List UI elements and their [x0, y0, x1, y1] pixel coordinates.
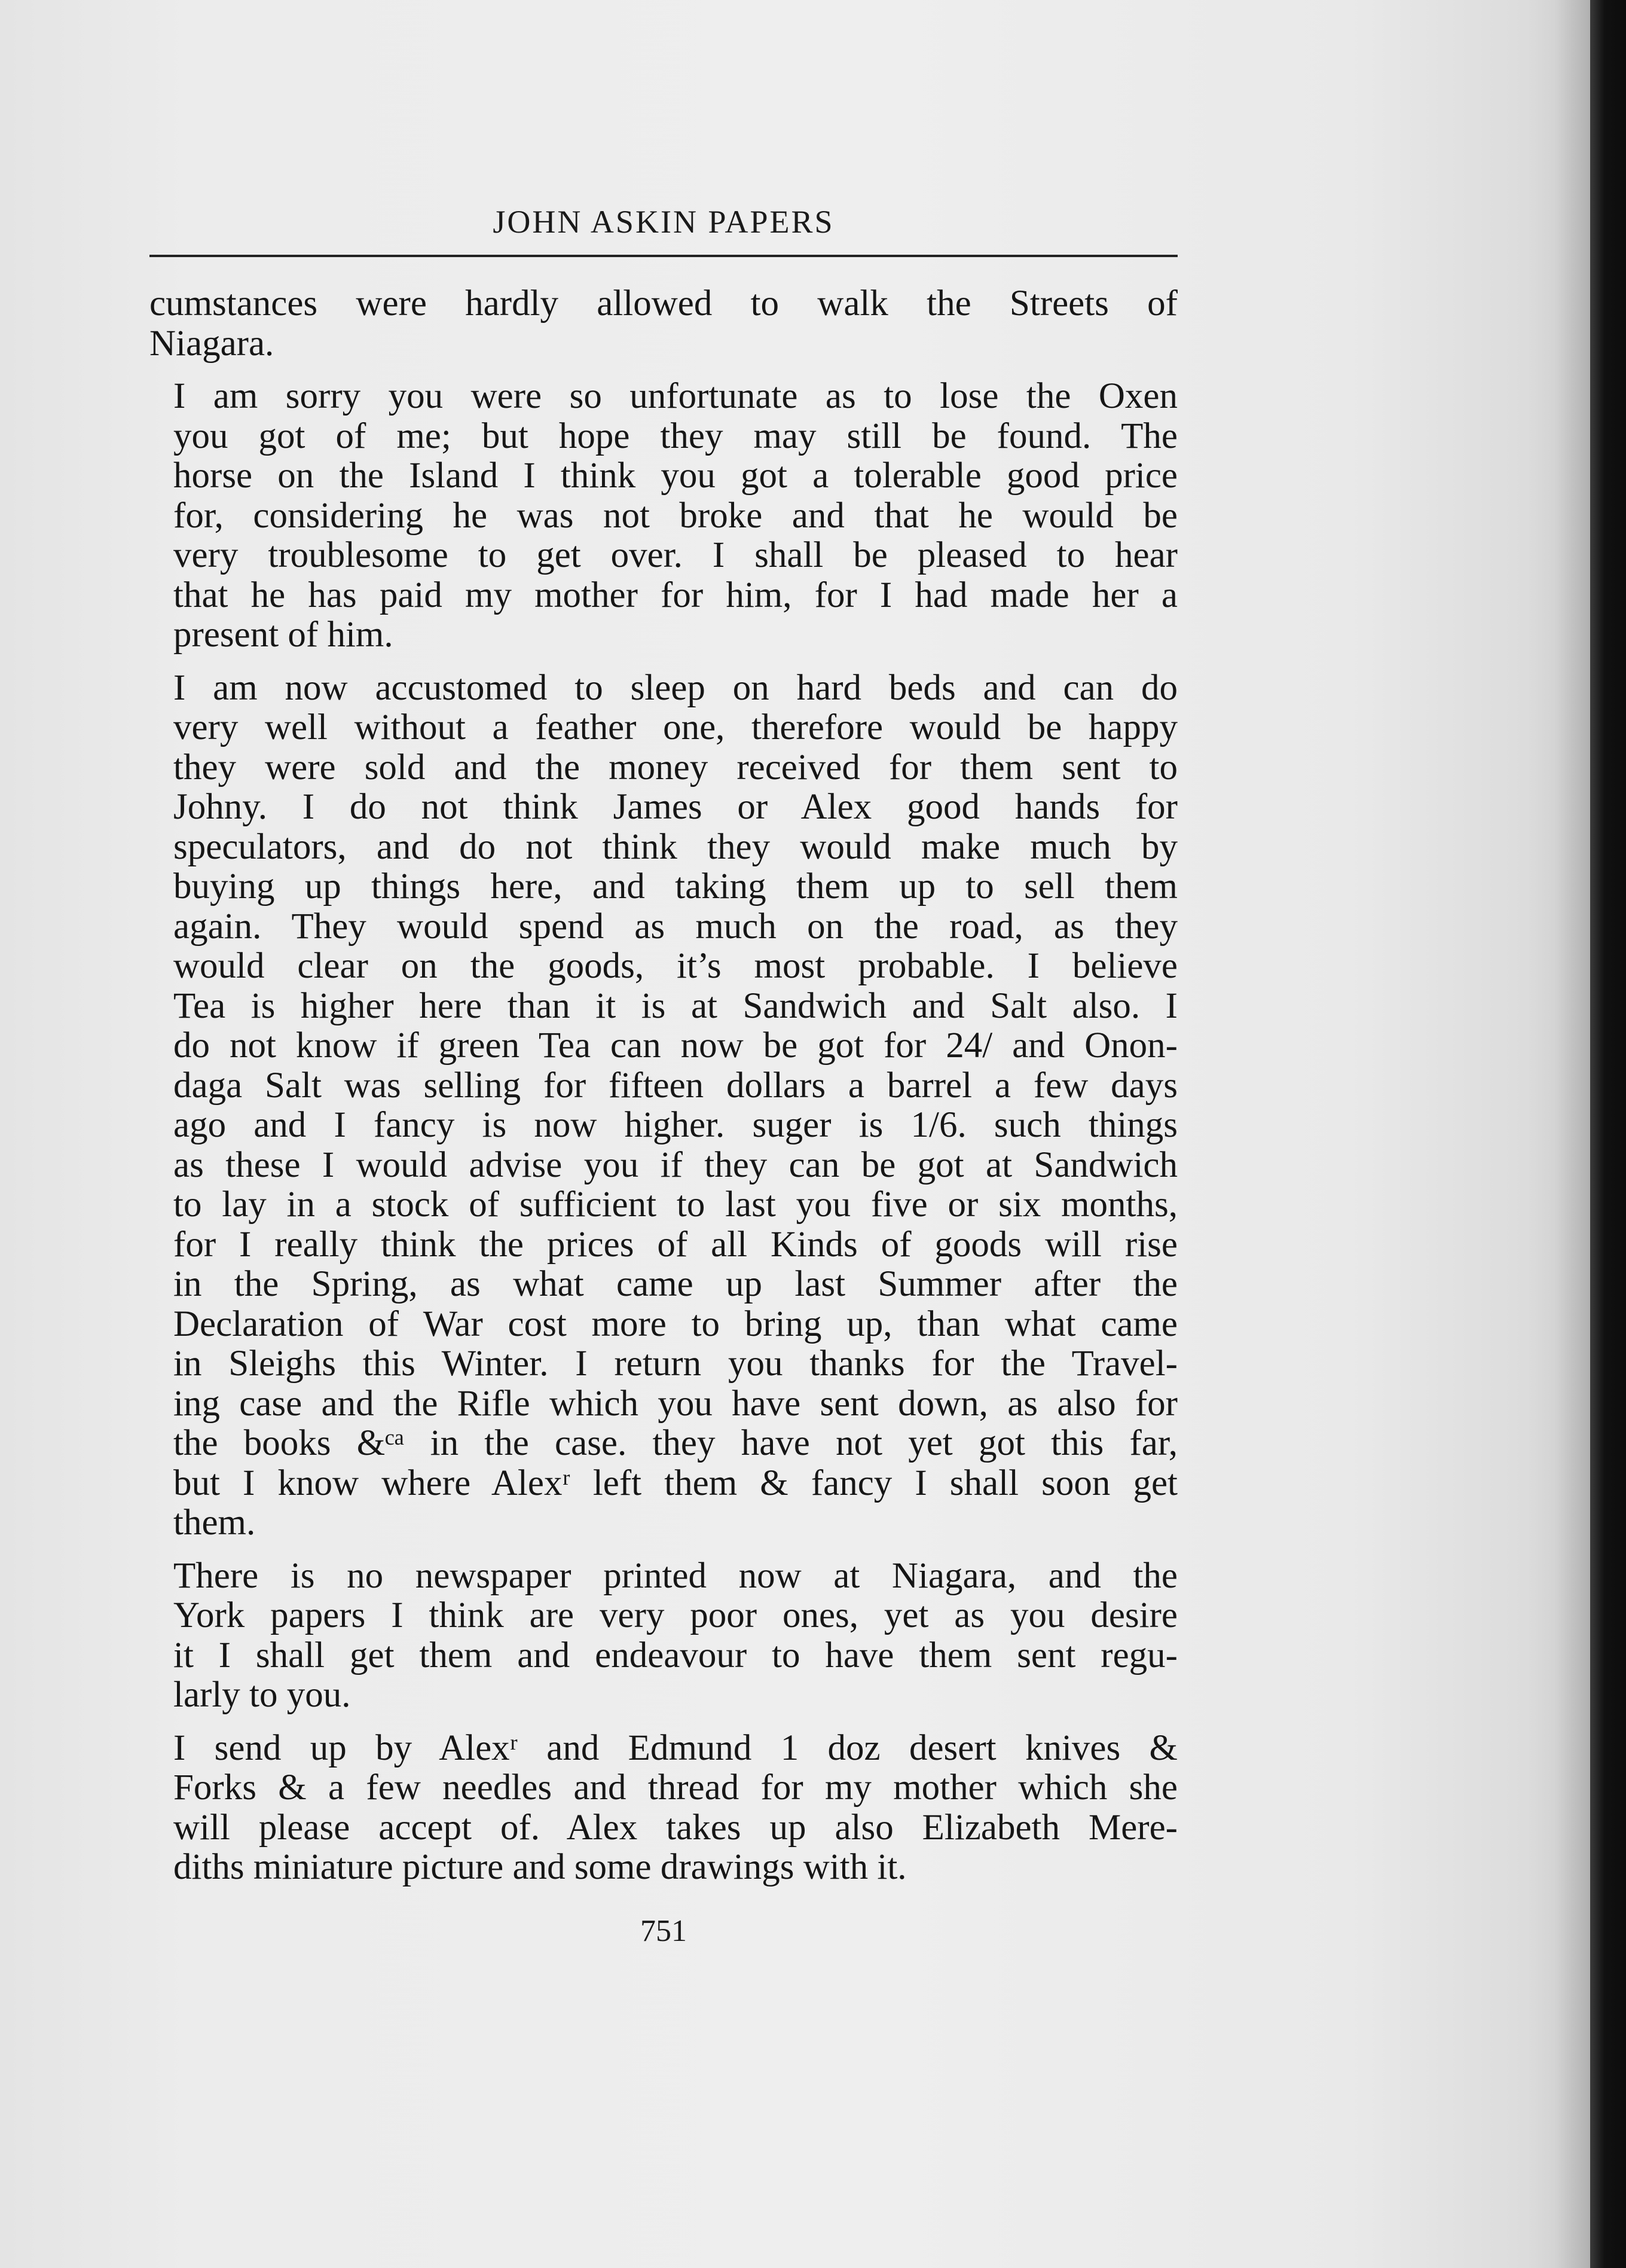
- text-line: Declaration of War cost more to bring up, than what came: [173, 1304, 1178, 1344]
- text-line: I am sorry you were so unfortunate as to lose the Oxen: [173, 376, 1178, 416]
- text-line: Tea is higher here than it is at Sandwich and Salt also. I: [173, 985, 1178, 1026]
- text-line: Johny. I do not think James or Alex good hands for: [173, 787, 1178, 827]
- body-text: [149, 284, 1178, 1901]
- running-head: JOHN ASKIN PAPERS: [493, 204, 835, 240]
- text-line: Niagara.: [149, 323, 274, 364]
- paragraph-4: [149, 1556, 1178, 1716]
- text-line: as these I would advise you if they can be got at Sandwich: [173, 1144, 1178, 1185]
- page-number: 751: [640, 1914, 687, 1948]
- text-line: the books &ᶜᵃ in the case. they have not yet got this far,: [173, 1423, 1178, 1463]
- text-line: larly to you.: [173, 1675, 351, 1715]
- header-rule: [149, 255, 1178, 257]
- text-line: again. They would spend as much on the road, as they: [173, 906, 1178, 947]
- text-line: I send up by Alexʳ and Edmund 1 doz desert knives &: [173, 1727, 1178, 1768]
- text-line: would clear on the goods, it’s most probable. I believe: [173, 946, 1178, 986]
- text-line: for, considering he was not broke and that he would be: [173, 495, 1178, 536]
- text-line: diths miniature picture and some drawings with it.: [173, 1847, 907, 1887]
- text-line: but I know where Alexʳ left them & fancy I shall soon get: [173, 1463, 1178, 1503]
- text-line: horse on the Island I think you got a tolerable good price: [173, 456, 1178, 496]
- text-line: York papers I think are very poor ones, yet as you desire: [173, 1595, 1178, 1635]
- text-line: ing case and the Rifle which you have sent down, as also for: [173, 1383, 1178, 1424]
- text-line: will please accept of. Alex takes up also Elizabeth Mere-: [173, 1807, 1178, 1848]
- text-line: Forks & a few needles and thread for my mother which she: [173, 1768, 1178, 1808]
- text-line: do not know if green Tea can now be got for 24/ and Onon-: [173, 1025, 1178, 1066]
- text-line: I am now accustomed to sleep on hard beds and can do: [173, 667, 1178, 708]
- paragraph-1: [149, 284, 1178, 364]
- text-line: speculators, and do not think they would make much by: [173, 826, 1178, 867]
- text-line: cumstances were hardly allowed to walk the Streets of: [149, 283, 1178, 323]
- text-line: very well without a feather one, therefore would be happy: [173, 707, 1178, 747]
- text-line: that he has paid my mother for him, for I had made her a: [173, 575, 1178, 615]
- text-line: There is no newspaper printed now at Niagara, and the: [173, 1555, 1178, 1596]
- text-line: in Sleighs this Winter. I return you thanks for the Travel-: [173, 1344, 1178, 1384]
- text-line: to lay in a stock of sufficient to last you five or six months,: [173, 1185, 1178, 1225]
- paragraph-2: [149, 377, 1178, 655]
- text-line: daga Salt was selling for fifteen dollars a barrel a few days: [173, 1065, 1178, 1106]
- text-line: they were sold and the money received for them sent to: [173, 747, 1178, 787]
- paragraph-3: [149, 669, 1178, 1543]
- text-line: ago and I fancy is now higher. suger is 1/6. such things: [173, 1105, 1178, 1145]
- text-line: present of him.: [173, 615, 393, 655]
- text-line: for I really think the prices of all Kinds of goods will rise: [173, 1224, 1178, 1265]
- text-line: buying up things here, and taking them up to sell them: [173, 866, 1178, 906]
- text-line: it I shall get them and endeavour to have them sent regu-: [173, 1635, 1178, 1675]
- text-line: in the Spring, as what came up last Summer after the: [173, 1264, 1178, 1304]
- binding-shadow: [1590, 0, 1626, 2268]
- text-line: very troublesome to get over. I shall be pleased to hear: [173, 535, 1178, 575]
- text-line: them.: [173, 1503, 256, 1543]
- paragraph-5: [149, 1729, 1178, 1888]
- text-line: you got of me; but hope they may still be found. The: [173, 416, 1178, 456]
